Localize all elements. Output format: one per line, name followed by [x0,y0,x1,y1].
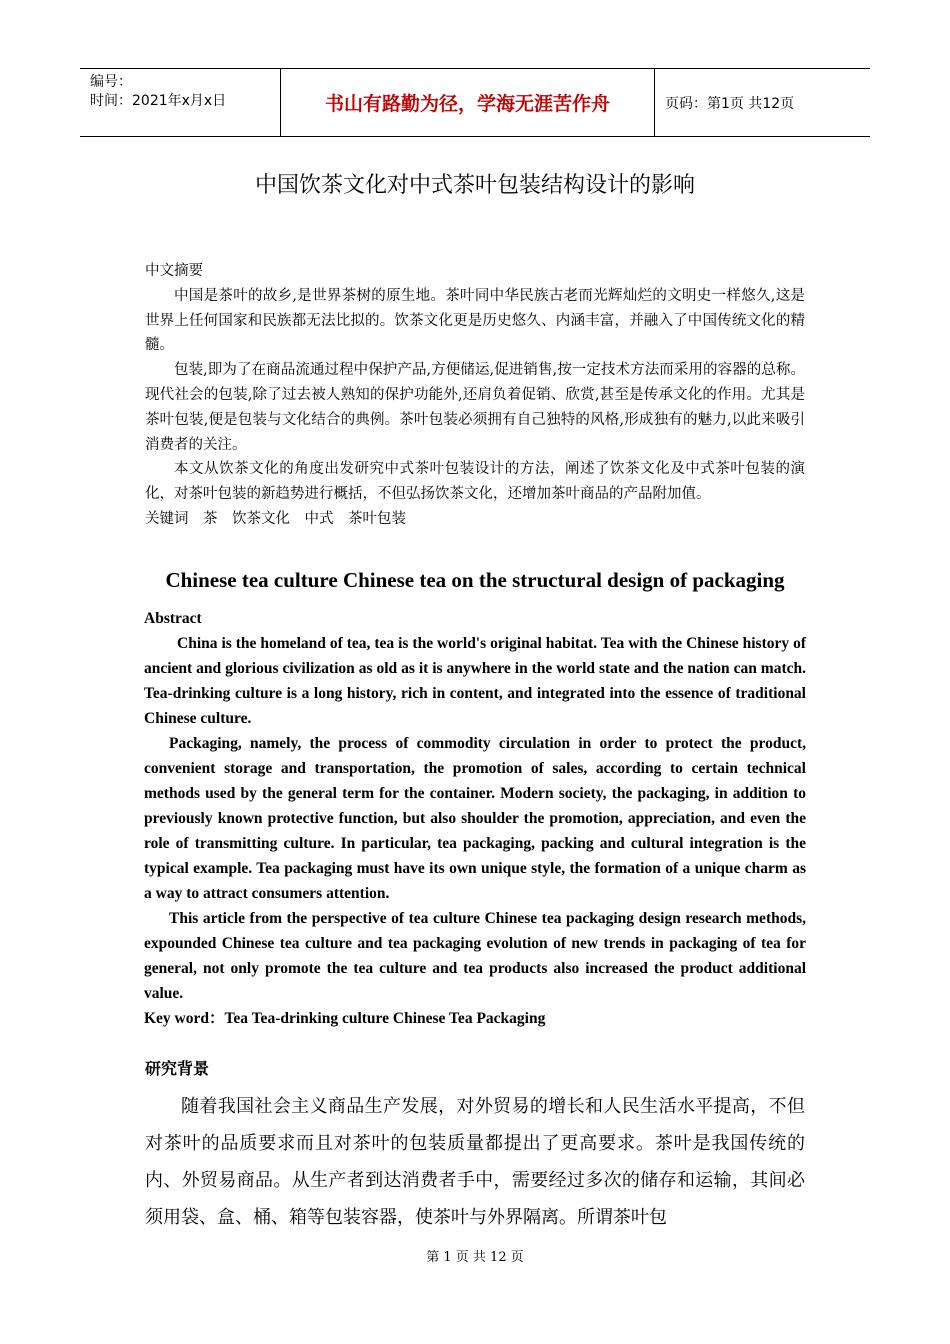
english-abstract-paragraph: China is the homeland of tea, tea is the world's original habitat. Tea with the Chinese history of ancient and glorious civilization as old as it is anywhere in the world state and the nation can match. Tea-drinking culture is a long history, rich in content, and integrated into the essence of traditional Chinese culture. [144,635,806,727]
header-motto: 书山有路勤为径，学海无涯苦作舟 [324,93,610,115]
english-keywords: Key word：Tea Tea-drinking culture Chinese Tea Packaging [144,1010,546,1027]
english-abstract [144,606,806,1031]
english-abstract-heading: Abstract [144,610,202,627]
chinese-abstract-paragraph: 本文从饮茶文化的角度出发研究中式茶叶包装设计的方法，阐述了饮茶文化及中式茶叶包装的演化，对茶叶包装的新趋势进行概括，不但弘扬饮茶文化，还增加茶叶商品的产品附加值。 [145,461,805,503]
section-heading: 研究背景 [145,1059,210,1078]
chinese-abstract-heading: 中文摘要 [145,263,203,279]
english-abstract-paragraph: This article from the perspective of tea culture Chinese tea packaging design research methods, expounded Chinese tea culture and tea packaging evolution of new trends in packaging of tea for general, not only promote the tea culture and tea products also increased the product additional value. [144,910,806,1002]
chinese-abstract [145,259,805,532]
header-table [80,68,870,137]
document-title: 中国饮茶文化对中式茶叶包装结构设计的影响 [254,173,695,198]
chinese-abstract-paragraph: 包装,即为了在商品流通过程中保护产品,方便储运,促进销售,按一定技术方法而采用的容器的总称。现代社会的包装,除了过去被人熟知的保护功能外,还肩负着促销、欣赏,甚至是传承文化的作用。尤其是茶叶包装,便是包装与文化结合的典例。茶叶包装必须拥有自己独特的风格,形成独有的魅力,以此来吸引消费者的关注。 [145,362,805,453]
page-footer: 第 1 页 共 12 页 [426,1250,524,1265]
section-body [145,1088,805,1236]
date-label: 时间：2021年x月x日 [90,93,227,109]
header-page-info: 页码：第1页 共12页 [665,95,795,112]
english-title: Chinese tea culture Chinese tea on the structural design of packaging [165,568,785,592]
chinese-abstract-paragraph: 中国是茶叶的故乡,是世界茶树的原生地。茶叶同中华民族古老而光辉灿烂的文明史一样悠久,这是世界上任何国家和民族都无法比拟的。饮茶文化更是历史悠久、内涵丰富，并融入了中国传统文化的精髓。 [145,287,805,354]
header-meta [90,73,226,111]
english-abstract-paragraph: Packaging, namely, the process of commodity circulation in order to protect the product, convenient storage and transportation, the promotion of sales, according to certain technical methods used by the general term for the container. Modern society, the packaging, in addition to previously known protective function, but also shoulder the promotion, appreciation, and even the role of transmitting culture. In particular, tea packaging, packing and cultural integration is the typical example. Tea packaging must have its own unique style, the formation of a unique charm as a way to attract consumers attention. [144,735,806,902]
section-paragraph: 随着我国社会主义商品生产发展，对外贸易的增长和人民生活水平提高，不但对茶叶的品质要求而且对茶叶的包装质量都提出了更高要求。茶叶是我国传统的内、外贸易商品。从生产者到达消费者手中，需要经过多次的储存和运输，其间必须用袋、盒、桶、箱等包装容器，使茶叶与外界隔离。所谓茶叶包 [145,1096,805,1228]
number-label: 编号： [90,74,132,90]
chinese-keywords: 关键词 茶 饮茶文化 中式 茶叶包装 [145,510,406,527]
